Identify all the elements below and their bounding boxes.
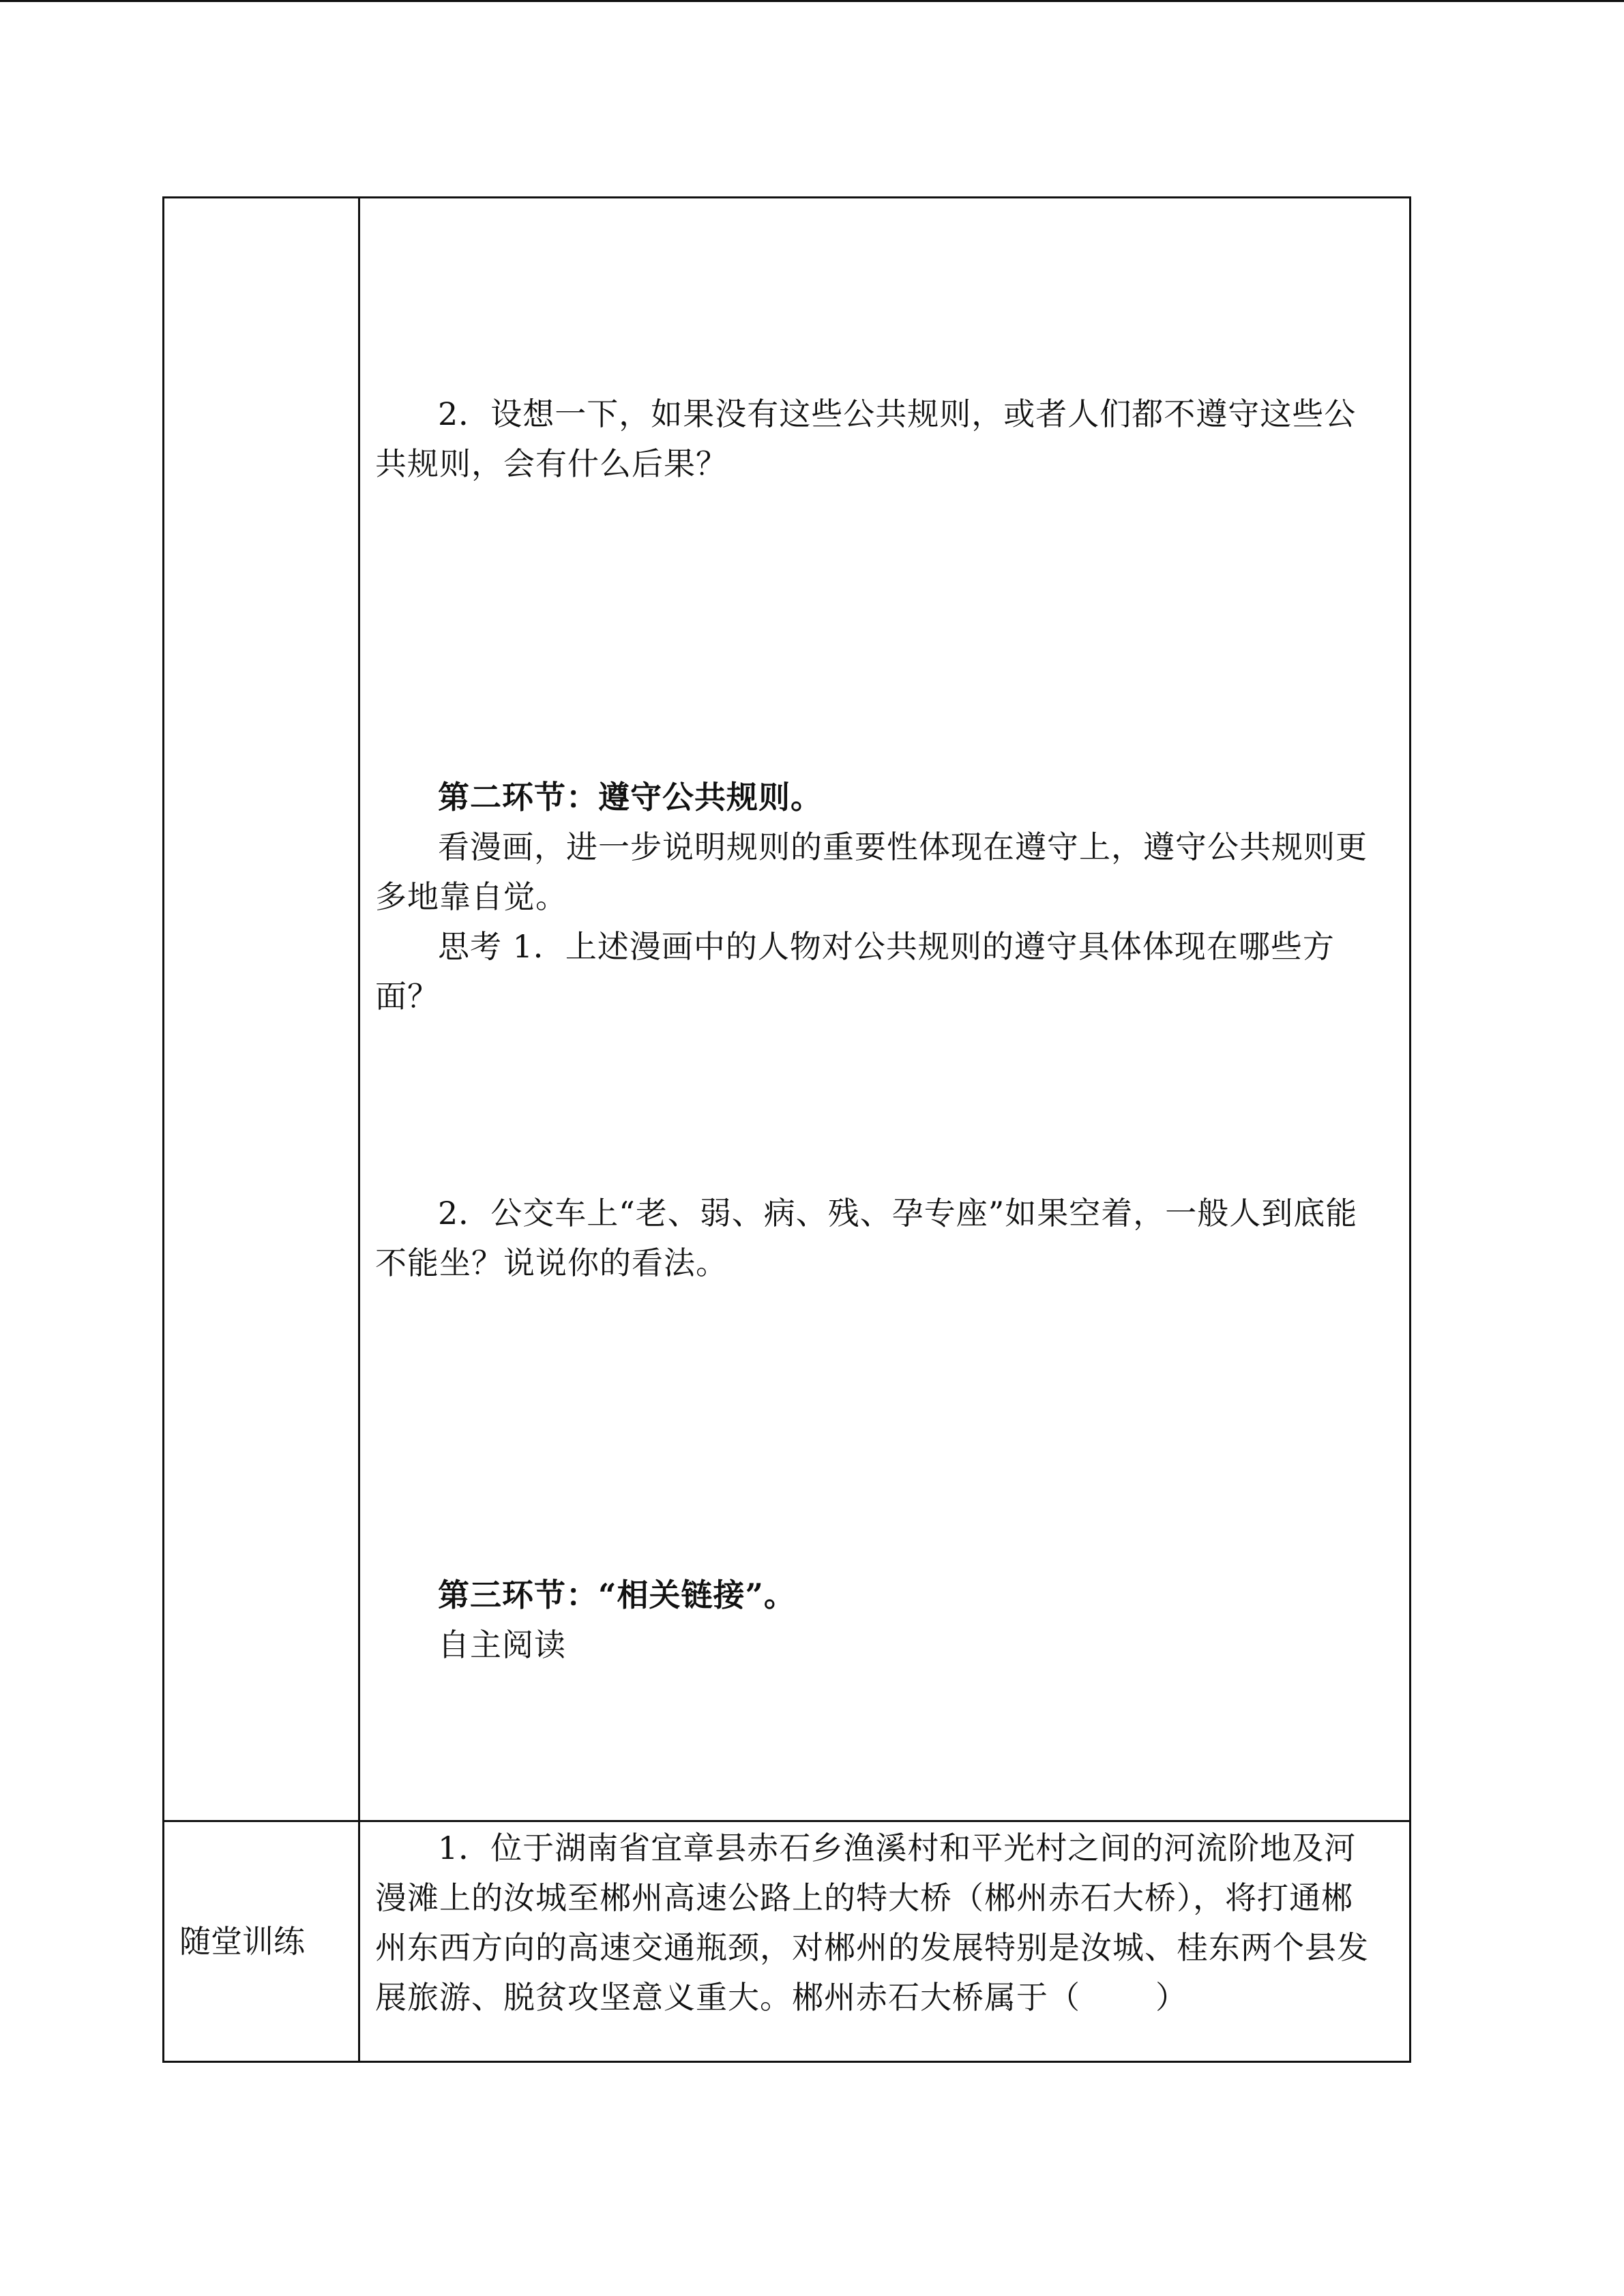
table-row: [164, 198, 1411, 1821]
section-2-heading: 第二环节：遵守公共规则。: [438, 779, 823, 816]
self-reading-label: 自主阅读: [438, 1626, 566, 1663]
row-content-cell: [359, 1821, 1411, 2062]
section-2-intro: 看漫画，进一步说明规则的重要性体现在遵守上，遵守公共规则更多地靠自觉。: [375, 829, 1368, 915]
content-body: [360, 198, 1409, 1670]
table-row: [164, 1821, 1411, 2062]
row-label-practice: 随堂训练: [179, 1923, 305, 1960]
row-content-cell: [359, 198, 1411, 1821]
lesson-plan-table: [162, 196, 1411, 2063]
content-body: [360, 1822, 1409, 2023]
think-question-1: 思考 1．上述漫画中的人物对公共规则的遵守具体体现在哪些方面？: [375, 928, 1335, 1015]
think-question-2: 2．公交车上“老、弱、病、残、孕专座”如果空着，一般人到底能不能坐？说说你的看法。: [375, 1195, 1358, 1281]
row-label: [164, 196, 179, 233]
practice-question-close: ）: [1155, 1979, 1187, 2016]
question-rules-consequence: 2．设想一下，如果没有这些公共规则，或者人们都不遵守这些公共规则，会有什么后果？: [375, 396, 1357, 482]
practice-question-1: [375, 1823, 1385, 2023]
page-top-rule: [0, 0, 1624, 2]
row-label-cell: [164, 1821, 359, 2062]
section-3-heading: 第三环节：“相关链接”。: [438, 1577, 796, 1613]
practice-question-text: 1．位于湖南省宜章县赤石乡渔溪村和平光村之间的河流阶地及河漫滩上的汝城至郴州高速公路上的特大桥（郴州赤石大桥），将打通郴州东西方向的高速交通瓶颈，对郴州的发展特别是汝城、桂东两个县发展旅游、脱贫攻坚意义重大。郴州赤石大桥属于（: [375, 1830, 1369, 2016]
row-label-cell: [164, 198, 359, 1821]
